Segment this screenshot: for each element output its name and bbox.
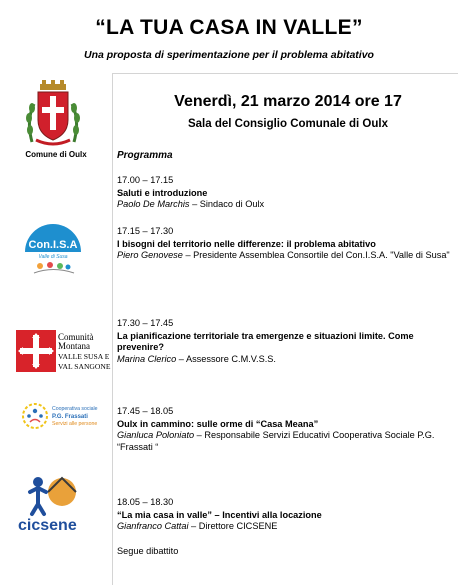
speaker-name: Marina Clerico (117, 353, 177, 364)
session-title: “La mia casa in valle” – Incentivi alla locazione (117, 509, 322, 520)
session-title: I bisogni del territorio nelle differenze: il problema abitativo (117, 238, 376, 249)
frassati-line1: Cooperativa sociale (52, 406, 98, 412)
conisa-logo (22, 222, 84, 274)
session-speaker (117, 354, 452, 366)
red-cross-emblem-icon (16, 330, 112, 372)
people-circle-icon (20, 400, 110, 432)
session-time: 17.45 – 18.05 (117, 406, 174, 416)
speaker-name: Piero Genovese (117, 250, 183, 260)
conisa-text-main: Con.I.S.A (28, 239, 78, 251)
session-2 (117, 226, 452, 262)
comune-label: Comune di Oulx (25, 150, 87, 159)
session-title: La pianificazione territoriale tra emergenze e situazioni limite. Come prevenire? (117, 330, 414, 352)
figure-house-icon (18, 470, 94, 532)
session-time: 17.00 – 17.15 (117, 175, 174, 185)
comunita-line1: Comunità (58, 332, 94, 342)
session-3 (117, 318, 452, 365)
closing-note: Segue dibattito (117, 546, 179, 556)
session-speaker (117, 430, 452, 453)
coat-of-arms-icon (22, 80, 84, 148)
session-time: 17.30 – 17.45 (117, 318, 174, 328)
speaker-role: – Sindaco di Oulx (189, 199, 265, 209)
event-venue: Sala del Consiglio Comunale di Oulx (187, 118, 388, 130)
frassati-line2: P.G. Frassati (52, 414, 88, 420)
conisa-text-sub: Valle di Susa (38, 254, 68, 260)
program-heading: Programma (117, 150, 173, 161)
session-speaker (117, 199, 452, 211)
speaker-role: – Assessore C.M.V.S.S. (176, 353, 276, 364)
speaker-role: – Responsabile Servizi Educativi Cooperativa Sociale P.G. “Frassati “ (117, 430, 435, 452)
session-title: Saluti e introduzione (117, 187, 208, 198)
session-4 (117, 406, 452, 453)
session-speaker (117, 521, 452, 533)
session-1 (117, 175, 452, 211)
session-5 (117, 497, 452, 533)
page-subtitle: Una proposta di sperimentazione per il problema abitativo (84, 49, 374, 61)
speaker-role: – Presidente Assemblea Consortile del Con.I.S.A. "Valle di Susa" (182, 250, 450, 260)
page-title: “LA TUA CASA IN VALLE” (95, 16, 363, 39)
comunita-line2: Montana (58, 341, 90, 351)
speaker-name: Gianluca Poloniato (117, 430, 195, 440)
session-speaker (117, 250, 452, 262)
comunita-line3: VALLE SUSA E (58, 352, 110, 361)
event-date: Venerdì, 21 marzo 2014 ore 17 (174, 93, 402, 110)
session-time: 18.05 – 18.30 (117, 497, 174, 507)
cicsene-text: cicsene (18, 517, 77, 532)
comunita-line4: VAL SANGONE (58, 362, 111, 371)
session-title: Oulx in cammino: sulle orme di “Casa Meana” (117, 418, 319, 429)
frassati-line3: Servizi alle persone (52, 421, 98, 427)
speaker-name: Paolo De Marchis (117, 199, 190, 209)
session-time: 17.15 – 17.30 (117, 226, 174, 236)
speaker-role: – Direttore CICSENE (188, 521, 278, 531)
speaker-name: Gianfranco Cattai (117, 521, 189, 531)
